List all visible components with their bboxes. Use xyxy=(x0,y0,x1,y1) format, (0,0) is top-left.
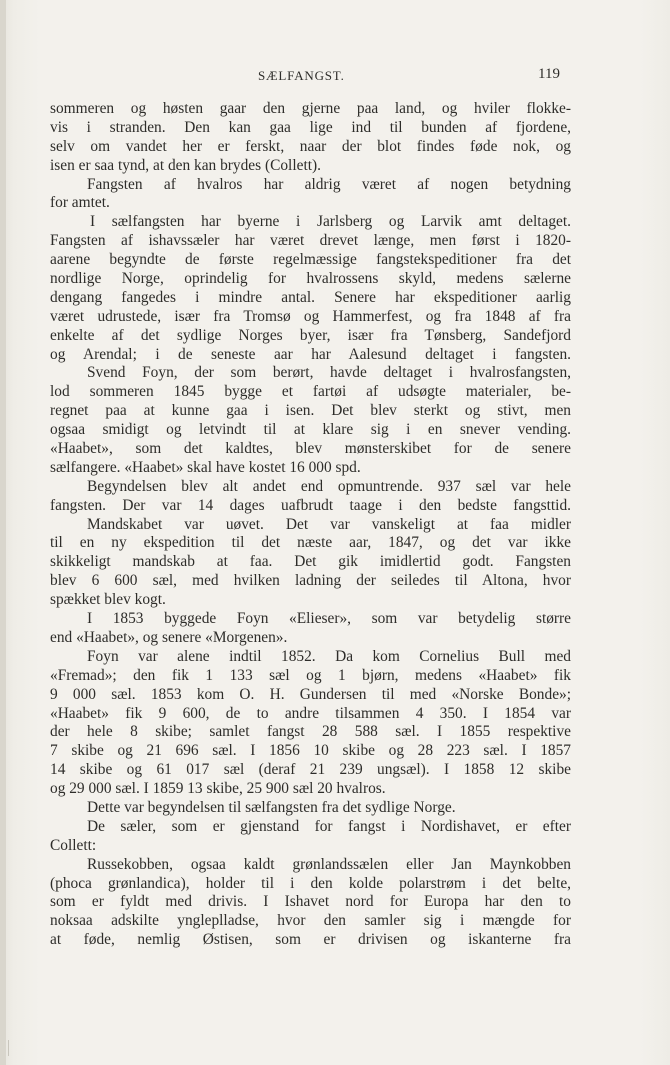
text-line: sommeren og høsten gaar den gjerne paa land, og hviler flokke- xyxy=(50,100,571,117)
text-line: og Arendal; i de seneste aar har Aalesund deltaget i fangsten. xyxy=(50,345,571,363)
text-line: Svend Foyn, der som berørt, havde deltaget i hvalrosfangsten, xyxy=(87,364,571,382)
text-line: enkelte af det sydlige Norges byer, især fra Tønsberg, Sandefjord xyxy=(50,326,571,344)
text-line: der hele 8 skibe; samlet fangst 28 588 sæl. I 1855 respektive xyxy=(50,723,571,741)
text-line: dengang fangedes i mindre antal. Senere har ekspeditioner aarlig xyxy=(50,288,571,306)
text-line: Collett: xyxy=(50,836,97,854)
body-text xyxy=(50,100,571,950)
text-line: at føde, nemlig Østisen, som er drivisen og iskanterne fra xyxy=(50,931,571,949)
running-title: SÆLFANGST. xyxy=(258,68,345,83)
text-line: Dette var begyndelsen til sælfangsten fra det sydlige Norge. xyxy=(87,798,456,816)
text-line: Foyn var alene indtil 1852. Da kom Cornelius Bull med xyxy=(87,647,571,665)
text-line: aarene begyndte de første regelmæssige fangstekspeditioner fra det xyxy=(50,251,571,269)
text-line: «Fremad»; den fik 1 133 sæl og 1 bjørn, medens «Haabet» fik xyxy=(50,666,571,684)
text-line: fangsten. Der var 14 dages uafbrudt taage i den bedste fangsttid. xyxy=(50,496,571,514)
text-line: som er fyldt med drivis. I Ishavet nord for Europa har den to xyxy=(50,893,571,911)
text-line: «Haabet» fik 9 600, de to andre tilsammen 4 350. I 1854 var xyxy=(50,704,571,722)
text-line: De sæler, som er gjenstand for fangst i Nordishavet, er efter xyxy=(87,817,571,835)
text-line: selv om vandet her er ferskt, naar der blot findes føde nok, og xyxy=(50,137,571,155)
text-line: Russekobben, ogsaa kaldt grønlandssælen eller Jan Maynkobben xyxy=(87,855,571,873)
text-line: «Haabet», som det kaldtes, blev mønsterskibet for de senere xyxy=(50,440,571,458)
text-line: Mandskabet var uøvet. Det var vanskeligt at faa midler xyxy=(87,515,571,533)
text-line: Fangsten af hvalros har aldrig været af nogen betydning xyxy=(87,175,571,193)
text-line: til en ny ekspedition til det næste aar, 1847, og det var ikke xyxy=(50,534,571,552)
page-header xyxy=(0,66,670,86)
text-line: Fangsten af ishavssæler har været drevet længe, men først i 1820- xyxy=(50,232,571,250)
text-line: noksaa adskilte yngleplladse, hvor den samler sig i mængde for xyxy=(50,912,571,930)
text-line: for amtet. xyxy=(50,194,110,212)
text-line: lod sommeren 1845 bygge et fartøi af udsøgte materialer, be- xyxy=(50,383,571,401)
text-line: regnet paa at kunne gaa i isen. Det blev sterkt og stivt, men xyxy=(50,402,571,420)
text-line: ogsaa smidigt og letvindt til at klare sig i en snever vending. xyxy=(50,421,571,439)
text-line: været udrustede, især fra Tromsø og Hammerfest, og fra 1848 af fra xyxy=(50,307,571,325)
text-line: sælfangere. «Haabet» skal have kostet 16 000 spd. xyxy=(50,458,361,476)
text-line: 7 skibe og 21 696 sæl. I 1856 10 skibe og 28 223 sæl. I 1857 xyxy=(50,742,571,760)
page-spine-shadow xyxy=(0,0,6,1065)
page-edge-mark xyxy=(8,1040,21,1056)
text-line: 9 000 sæl. 1853 kom O. H. Gundersen til med «Norske Bonde»; xyxy=(50,685,571,703)
text-line: Begyndelsen blev alt andet end opmuntrende. 937 sæl var hele xyxy=(87,477,571,495)
page-number: 119 xyxy=(538,66,560,82)
text-line: skikkeligt mandskab at faa. Det gik imidlertid godt. Fangsten xyxy=(50,553,571,571)
text-line: nordlige Norge, oprindelig for hvalrossens skyld, medens sælerne xyxy=(50,270,571,288)
text-line: spækket blev kogt. xyxy=(50,591,166,609)
text-line: end «Haabet», og senere «Morgenen». xyxy=(50,628,288,646)
text-line: I 1853 byggede Foyn «Elieser», som var betydelig større xyxy=(87,610,571,628)
text-line: og 29 000 sæl. I 1859 13 skibe, 25 900 sæl 20 hvalros. xyxy=(50,780,386,798)
text-line: isen er saa tynd, at den kan brydes (Collett). xyxy=(50,156,321,174)
text-line: vis i stranden. Den kan gaa lige ind til bunden af fjordene, xyxy=(50,118,571,136)
text-line: (phoca grønlandica), holder til i den kolde polarstrøm i det belte, xyxy=(50,874,571,892)
text-line: I sælfangsten har byerne i Jarlsberg og Larvik amt deltaget. xyxy=(90,213,571,231)
text-line: blev 6 600 sæl, med hvilken ladning der seiledes til Altona, hvor xyxy=(50,572,571,590)
text-line: 14 skibe og 61 017 sæl (deraf 21 239 ungsæl). I 1858 12 skibe xyxy=(50,761,571,779)
